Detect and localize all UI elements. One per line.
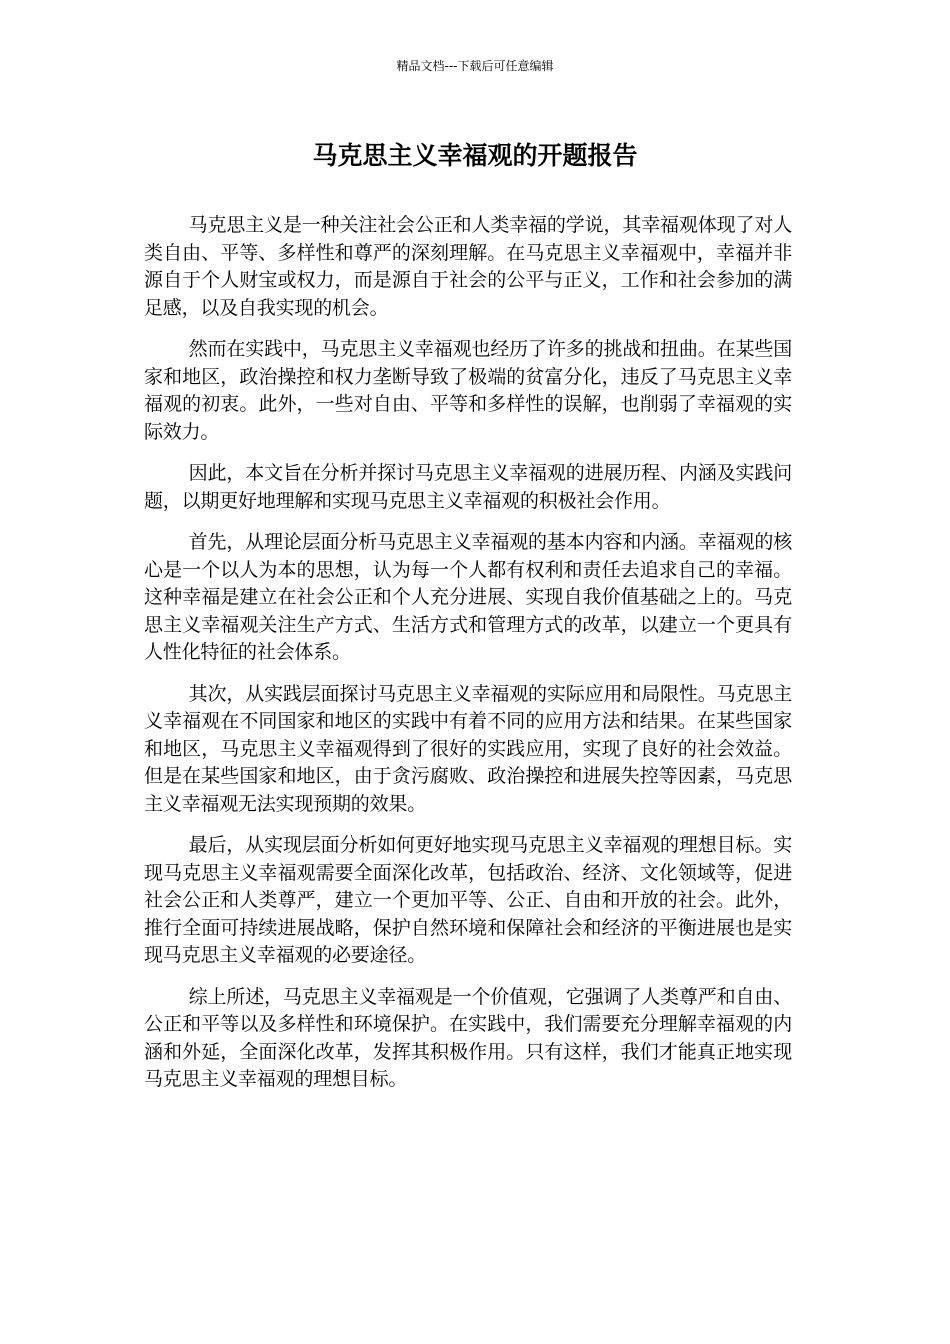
document-title: 马克思主义幸福观的开题报告	[312, 141, 638, 170]
document-body	[144, 212, 792, 1108]
paragraph-purpose: 因此，本文旨在分析并探讨马克思主义幸福观的进展历程、内涵及实践问题，以期更好地理解和实现马克思主义幸福观的积极社会作用。	[144, 462, 792, 512]
paragraph-practice: 其次，从实践层面探讨马克思主义幸福观的实际应用和局限性。马克思主义幸福观在不同国家和地区的实践中有着不同的应用方法和结果。在某些国家和地区，马克思主义幸福观得到了很好的实践应用，实现了良好的社会效益。但是在某些国家和地区，由于贪污腐败、政治操控和进展失控等因素，马克思主义幸福观无法实现预期的效果。	[144, 682, 792, 815]
paragraph-conclusion: 综上所述，马克思主义幸福观是一个价值观，它强调了人类尊严和自由、公正和平等以及多样性和环境保护。在实践中，我们需要充分理解幸福观的内涵和外延，全面深化改革，发挥其积极作用。只有这样，我们才能真正地实现马克思主义幸福观的理想目标。	[144, 985, 792, 1090]
paragraph-theory: 首先，从理论层面分析马克思主义幸福观的基本内容和内涵。幸福观的核心是一个以人为本的思想，认为每一个人都有权利和责任去追求自己的幸福。这种幸福是建立在社会公正和个人充分进展、实现自我价值基础之上的。马克思主义幸福观关注生产方式、生活方式和管理方式的改革，以建立一个更具有人性化特征的社会体系。	[144, 531, 792, 663]
paragraph-intro: 马克思主义是一种关注社会公正和人类幸福的学说，其幸福观体现了对人类自由、平等、多样性和尊严的深刻理解。在马克思主义幸福观中，幸福并非源自于个人财宝或权力，而是源自于社会的公平与正义，工作和社会参加的满足感，以及自我实现的机会。	[144, 214, 792, 319]
paragraph-realization: 最后，从实现层面分析如何更好地实现马克思主义幸福观的理想目标。实现马克思主义幸福观需要全面深化改革，包括政治、经济、文化领域等，促进社会公正和人类尊严，建立一个更加平等、公正、自由和开放的社会。此外，推行全面可持续进展战略，保护自然环境和保障社会和经济的平衡进展也是实现马克思主义幸福观的必要途径。	[144, 834, 792, 966]
header-note: 精品文档---下载后可任意编辑	[396, 59, 554, 73]
paragraph-challenges: 然而在实践中，马克思主义幸福观也经历了许多的挑战和扭曲。在某些国家和地区，政治操控和权力垄断导致了极端的贫富分化，违反了马克思主义幸福观的初衷。此外，一些对自由、平等和多样性的误解，也削弱了幸福观的实际效力。	[144, 338, 792, 443]
